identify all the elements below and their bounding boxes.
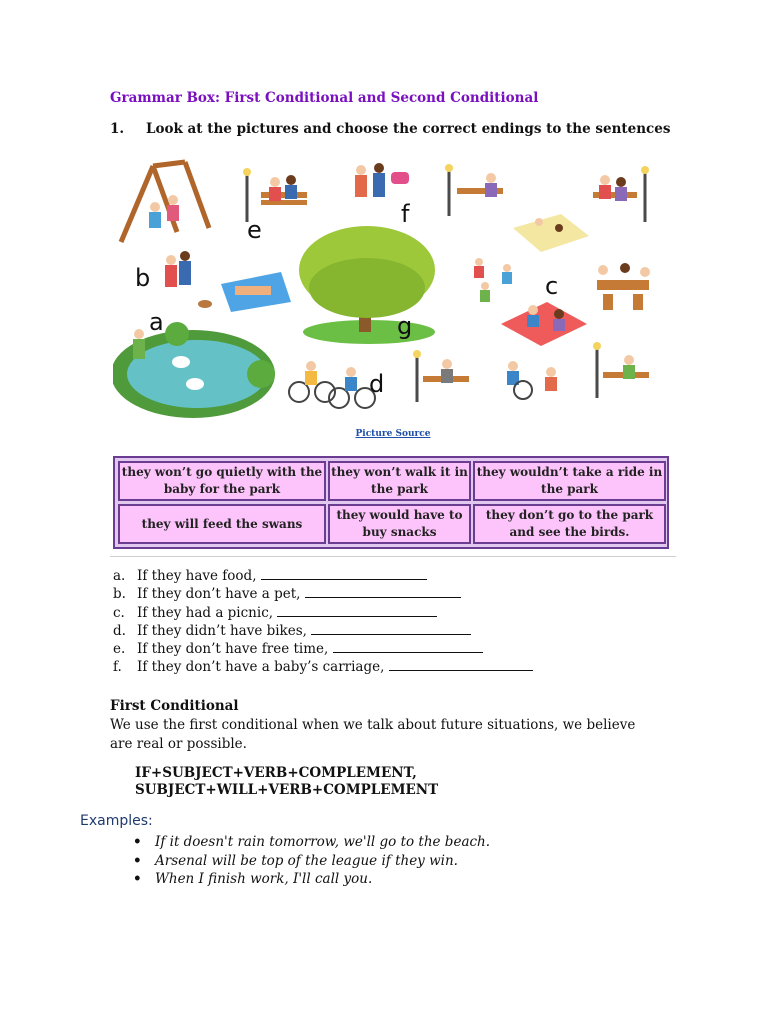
bullet-icon: • <box>133 834 142 850</box>
label-d: d <box>369 370 385 398</box>
answer-blank[interactable] <box>333 639 483 653</box>
answer-blank[interactable] <box>277 603 437 617</box>
list-item <box>113 639 533 657</box>
label-f: f <box>401 200 410 228</box>
list-item <box>113 603 533 621</box>
label-g: g <box>397 312 413 340</box>
ending-cell: they won’t go quietly with the baby for the park <box>118 461 326 501</box>
first-conditional-description: We use the first conditional when we talk about future situations, we believe are real or possible. <box>110 717 636 752</box>
item-letter: f. <box>113 659 122 676</box>
park-illustration <box>113 152 673 428</box>
item-text: If they don’t have free time, <box>137 641 333 658</box>
formula-line-1: IF+SUBJECT+VERB+COMPLEMENT, <box>135 765 417 781</box>
list-item <box>113 584 533 602</box>
formula-line-2: SUBJECT+WILL+VERB+COMPLEMENT <box>135 782 439 798</box>
endings-table <box>113 456 669 549</box>
sentence-list <box>113 566 533 676</box>
exercise-number: 1. <box>110 121 125 137</box>
bullet-icon: • <box>133 852 142 869</box>
list-item <box>133 852 490 871</box>
list-item <box>113 657 533 675</box>
willow-tree-figure <box>299 226 435 344</box>
page-title: Grammar Box: First Conditional and Second Conditional <box>110 90 539 106</box>
list-item <box>113 621 533 639</box>
examples-heading: Examples: <box>80 813 153 829</box>
divider <box>110 556 676 557</box>
item-text: If they have food, <box>137 568 261 584</box>
item-letter: b. <box>113 586 126 603</box>
item-text: If they don’t have a pet, <box>137 586 305 603</box>
picture-source-text: Picture Source <box>355 429 431 439</box>
label-b: b <box>135 264 151 292</box>
answer-blank[interactable] <box>389 657 533 671</box>
item-letter: d. <box>113 622 126 639</box>
item-text: If they had a picnic, <box>137 604 278 621</box>
list-item <box>133 833 490 852</box>
ending-cell: they will feed the swans <box>118 504 326 544</box>
item-letter: c. <box>113 604 125 621</box>
first-conditional-heading: First Conditional <box>110 698 239 714</box>
ending-cell: they won’t walk it in the park <box>328 461 471 501</box>
bullet-icon: • <box>133 871 142 887</box>
example-text: When I finish work, I'll call you. <box>155 871 373 887</box>
item-text: If they didn’t have bikes, <box>137 622 312 639</box>
examples-list <box>133 833 490 889</box>
ending-cell: they would have to buy snacks <box>328 504 471 544</box>
label-a: a <box>149 308 164 336</box>
formula <box>135 765 438 799</box>
list-item <box>113 566 533 584</box>
item-letter: a. <box>113 568 126 584</box>
item-text: If they don’t have a baby’s carriage, <box>137 659 389 676</box>
exercise-text: Look at the pictures and choose the correct endings to the sentences <box>146 121 671 137</box>
item-letter: e. <box>113 641 126 658</box>
label-e: e <box>247 216 262 244</box>
picture-source-link[interactable] <box>113 429 673 439</box>
exercise-instruction <box>110 121 670 137</box>
ending-cell: they don’t go to the park and see the birds. <box>473 504 666 544</box>
ending-cell: they wouldn’t take a ride in the park <box>473 461 666 501</box>
list-item <box>133 870 490 889</box>
answer-blank[interactable] <box>261 566 427 580</box>
example-text: Arsenal will be top of the league if they win. <box>155 852 458 869</box>
answer-blank[interactable] <box>311 621 471 635</box>
label-c: c <box>545 272 559 300</box>
answer-blank[interactable] <box>305 584 461 598</box>
example-text: If it doesn't rain tomorrow, we'll go to the beach. <box>155 834 491 850</box>
